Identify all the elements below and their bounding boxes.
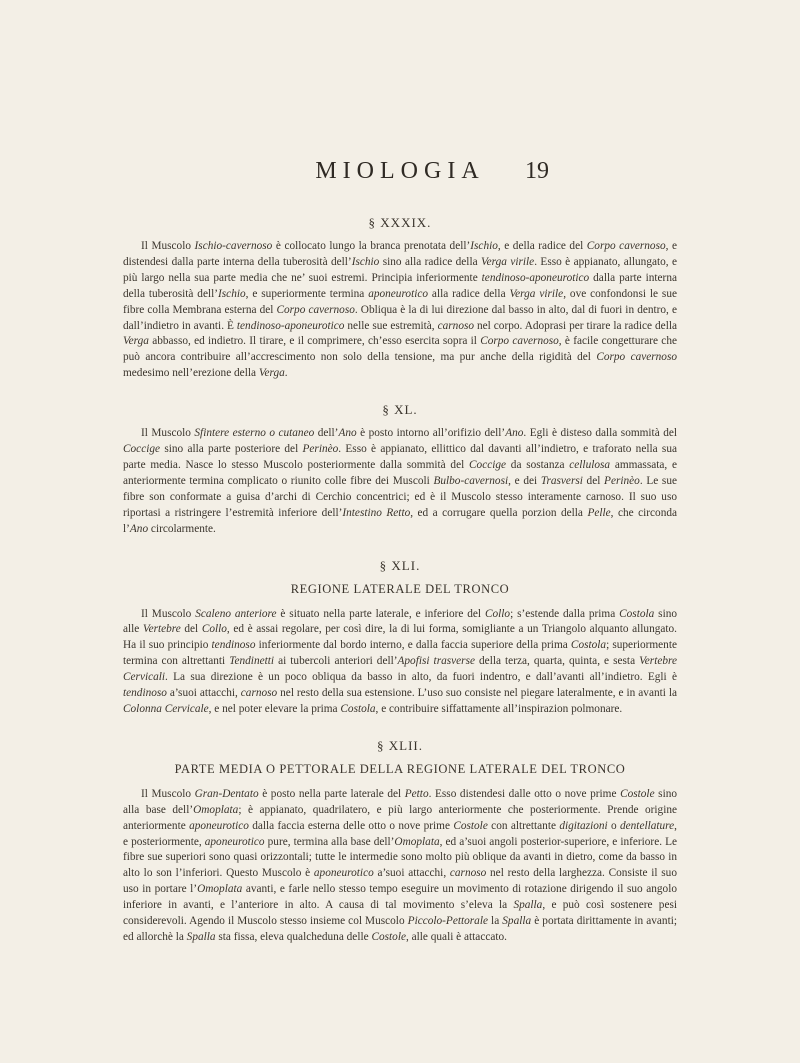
section	[123, 402, 677, 537]
text-run: ; superiormente termina con altrettanti	[123, 639, 677, 668]
italic-term: Costole	[371, 931, 406, 943]
italic-term: Vertebre Cervicali	[123, 655, 677, 684]
body-text	[123, 215, 677, 966]
section	[123, 738, 677, 946]
italic-term: Verga	[258, 367, 285, 380]
region-heading: PARTE MEDIA O PETTORALE DELLA REGIONE LATERALE DEL TRONCO	[174, 761, 626, 776]
italic-term: Ischio	[351, 255, 380, 268]
text-run: , e della radice del	[497, 240, 587, 252]
text-run: ammassata, e anteriormente termina complicato o riunito colle fibre dei Muscoli	[123, 458, 677, 487]
text-run: nel corpo. Adoprasi per tirare la radice della	[474, 319, 677, 332]
text-run: , e dei	[508, 474, 541, 487]
text-run: . Egli è disteso dalla sommità del	[523, 427, 677, 440]
italic-term: Petto	[404, 787, 429, 800]
text-run: è situato nella parte laterale, e inferiore del	[276, 607, 485, 620]
text-run: Il Muscolo	[141, 607, 196, 620]
text-run: è posto nella parte laterale del	[258, 787, 405, 800]
text-run: nel resto della sua estensione. L’uso suo consiste nel piegare lateralmente, e in avanti la	[277, 687, 678, 700]
italic-term: Omoplata	[394, 835, 440, 848]
text-run: ; s’estende dalla prima	[510, 607, 620, 620]
text-run: , e distendesi dalla parte interna della tuberosità dell’	[123, 240, 678, 268]
section-paragraph	[123, 787, 677, 946]
italic-term: cellulosa	[569, 458, 611, 471]
text-run: circolarmente.	[148, 522, 216, 535]
text-run: è portata dirittamente in avanti; ed allorchè la	[123, 915, 677, 943]
text-run: . Esso distendesi dalle otto o nove prime	[428, 787, 621, 800]
text-run: , che circonda l’	[123, 506, 678, 535]
italic-term: Spalla	[502, 915, 532, 928]
italic-term: Costole	[620, 787, 655, 800]
section-paragraph	[123, 426, 677, 537]
text-run: , e può così sostenere pesi considerevoli. Agendo il Muscolo stesso insieme col Muscolo	[123, 899, 677, 928]
italic-term: carnoso	[449, 867, 487, 880]
section-mark: § XLI.	[379, 557, 421, 573]
italic-term: Ano	[338, 427, 357, 440]
italic-term: Omoplata	[193, 803, 239, 816]
italic-term: aponeurotico	[189, 819, 249, 832]
text-run: nel resto della larghezza. Consiste il suo uso in portare l’	[123, 867, 677, 896]
text-run: sino alle	[123, 607, 678, 636]
section-mark: § XXXIX.	[368, 215, 432, 230]
italic-term: Sfintere esterno o cutaneo	[194, 427, 315, 440]
italic-term: Coccige	[123, 443, 161, 456]
italic-term: Corpo cavernoso	[276, 303, 355, 316]
italic-term: Apofisi trasverse	[397, 655, 475, 668]
text-run: della terza, quarta, quinta, e sesta	[474, 655, 640, 668]
italic-term: Perinèo	[604, 474, 640, 487]
italic-term: carnoso	[437, 319, 475, 332]
italic-term: Perinèo	[302, 443, 339, 456]
text-run: , e superiormente termina	[245, 287, 369, 300]
italic-term: Gran-Dentato	[194, 787, 259, 800]
text-run: avanti, e farle nello stesso tempo eseguire un movimento di rotazione dirigendo il suo angolo inferiore in avanti, e l’anteriore in alto. A causa di tal movimento s’eleva la	[123, 883, 677, 912]
text-run: sino alla radice della	[379, 255, 482, 268]
text-run: nelle sue estremità,	[344, 319, 438, 332]
text-run: , e nel poter elevare la prima	[208, 702, 341, 715]
italic-term: Colonna Cervicale	[123, 702, 209, 715]
italic-term: Costola	[570, 639, 607, 652]
text-run: o	[607, 819, 620, 832]
italic-term: Tendinetti	[229, 655, 275, 668]
italic-term: Pelle	[587, 506, 611, 519]
italic-term: aponeurotico	[204, 835, 265, 848]
page-number: 19	[525, 158, 549, 184]
italic-term: Spalla	[513, 899, 543, 912]
text-run: . La sua direzione è un poco obliqua da basso in alto, da fuori indentro, e dall’avanti all’indietro. Egli è	[165, 671, 677, 684]
italic-term: Bulbo-cavernosi	[433, 474, 509, 487]
italic-term: Ischio	[470, 240, 498, 252]
italic-term: dentellature	[620, 819, 675, 832]
text-run: ; è appianato, quadrilatero, e più largo anteriormente che posteriormente. Prende origine anteriormente	[123, 803, 678, 832]
text-run: . Obliqua è la di lui direzione dal basso in alto, dal di fuori in dentro, e dall’indietro in avanti. È	[123, 303, 677, 332]
italic-term: Ano	[505, 427, 524, 440]
italic-term: tendinoso	[123, 687, 167, 700]
text-run: dalla faccia esterna delle otto o nove prime	[248, 819, 454, 832]
italic-term: Coccige	[469, 458, 507, 471]
text-run: sta fissa, eleva qualcheduna delle	[215, 931, 372, 943]
italic-term: Omoplata	[197, 883, 243, 896]
section	[123, 215, 677, 382]
text-run: con altrettante	[487, 819, 560, 832]
text-run: la	[487, 915, 503, 928]
italic-term: Corpo cavernoso	[596, 351, 677, 364]
text-run: Il Muscolo	[141, 240, 195, 252]
section-paragraph	[123, 239, 677, 382]
text-run: , e posteriormente,	[123, 819, 677, 848]
text-run: . Esso è appianato, allungato, e più largo nella sua parte media che ne’ suoi estremi. Principia inferiormente	[123, 255, 678, 284]
italic-term: Vertebre	[142, 623, 181, 636]
text-run: , ed a’suoi angoli posterior-superiore, e inferiore. Le fibre sue superiori sono quasi orizzontali; tutte le intermedie sono molto più oblique da avanti in dietro, come da basso in alto lo son l’inferiori. Questo Muscolo è	[123, 835, 678, 880]
text-run: inferiormente dal bordo interno, e dalla faccia superiore della prima	[255, 639, 571, 652]
italic-term: tendinoso-aponeurotico	[481, 271, 590, 284]
italic-term: Ano	[129, 522, 149, 535]
italic-term: carnoso	[240, 687, 278, 700]
text-run: ai tubercoli anteriori dell’	[274, 655, 398, 668]
text-run: del	[180, 623, 202, 636]
italic-term: Corpo cavernoso	[586, 240, 666, 252]
italic-term: Verga virile	[481, 255, 535, 268]
text-run: del	[582, 474, 605, 487]
region-heading: REGIONE LATERALE DEL TRONCO	[290, 581, 510, 596]
text-run: abbasso, ed indietro. Il tirare, e il comprimere, ch’esso esercita sopra il	[148, 335, 481, 348]
text-run: è collocato lungo la branca prenotata dell’	[272, 240, 471, 252]
text-run: da sostanza	[506, 458, 570, 471]
text-run: dell’	[314, 427, 339, 440]
italic-term: Costola	[619, 607, 655, 620]
text-run: Il Muscolo	[141, 427, 195, 440]
text-run: sino alla base dell’	[123, 787, 678, 816]
text-run: medesimo nell’erezione della	[123, 367, 259, 380]
text-run: , ed a corrugare quella porzion della	[410, 506, 588, 519]
italic-term: Verga	[123, 335, 149, 348]
italic-term: Costole	[453, 819, 488, 832]
italic-term: Scaleno anteriore	[195, 607, 277, 620]
italic-term: tendinoso	[211, 639, 256, 652]
section-mark: § XLII.	[377, 737, 423, 753]
text-run: pure, termina alla base dell’	[264, 835, 395, 848]
running-head	[0, 158, 800, 198]
italic-term: Trasversi	[540, 474, 583, 487]
text-run: dalla parte interna della tuberosità dell’	[123, 271, 677, 300]
text-run: alla radice della	[428, 287, 510, 300]
text-run: sino alla parte posteriore del	[160, 443, 303, 456]
text-run: . Le sue fibre son conformate a guisa d’archi di Cerchio concentrici; ed è il Muscolo stesso interamente carnoso. Il suo uso riportasi a ristringere l’estremità inferiore dell’	[123, 474, 677, 519]
italic-term: Costola	[340, 702, 376, 715]
italic-term: aponeurotico	[313, 867, 374, 880]
italic-term: digitazioni	[559, 819, 608, 832]
text-run: , ove confondonsi le sue fibre colla Membrana esterna del	[123, 287, 677, 316]
italic-term: Corpo cavernoso	[480, 335, 559, 348]
italic-term: Ischio-cavernoso	[194, 240, 273, 252]
italic-term: tendinoso-aponeurotico	[236, 319, 345, 332]
italic-term: Spalla	[186, 931, 216, 943]
text-run: , alle quali è attaccato.	[405, 931, 507, 943]
running-title: MIOLOGIA	[315, 158, 485, 184]
italic-term: Intestino Retto	[342, 506, 411, 519]
section-paragraph	[123, 607, 677, 718]
italic-term: Ischio	[218, 287, 246, 300]
text-run: Il Muscolo	[141, 787, 195, 800]
italic-term: Collo	[201, 623, 227, 636]
italic-term: Verga virile	[509, 287, 564, 300]
text-run: a’suoi attacchi,	[373, 867, 450, 880]
section	[123, 558, 677, 718]
text-run: . Esso è appianato, ellittico dal davanti all’indietro, e traforato nella sua parte media. Nasce lo stesso Muscolo posteriormente dalla sommità del	[123, 443, 677, 471]
italic-term: Piccolo-Pettorale	[407, 915, 488, 928]
section-mark: § XL.	[382, 402, 418, 418]
text-run: , ed è assai regolare, per così dire, la di lui forma, somigliante a un Triangolo alquanto allungato. Ha il suo principio	[123, 623, 677, 652]
text-run: , e contribuire siffattamente all’inspirazion polmonare.	[375, 702, 623, 715]
text-run: è posto intorno all’orifizio dell’	[356, 427, 506, 440]
italic-term: aponeurotico	[368, 287, 429, 300]
text-run: a’suoi attacchi,	[166, 687, 241, 700]
text-run: .	[284, 367, 288, 380]
text-run: , è facile congetturare che può ancora contribuire all’accrescimento non solo della tensione, ma pur anche della rigidità del	[123, 335, 677, 364]
italic-term: Collo	[484, 607, 511, 620]
